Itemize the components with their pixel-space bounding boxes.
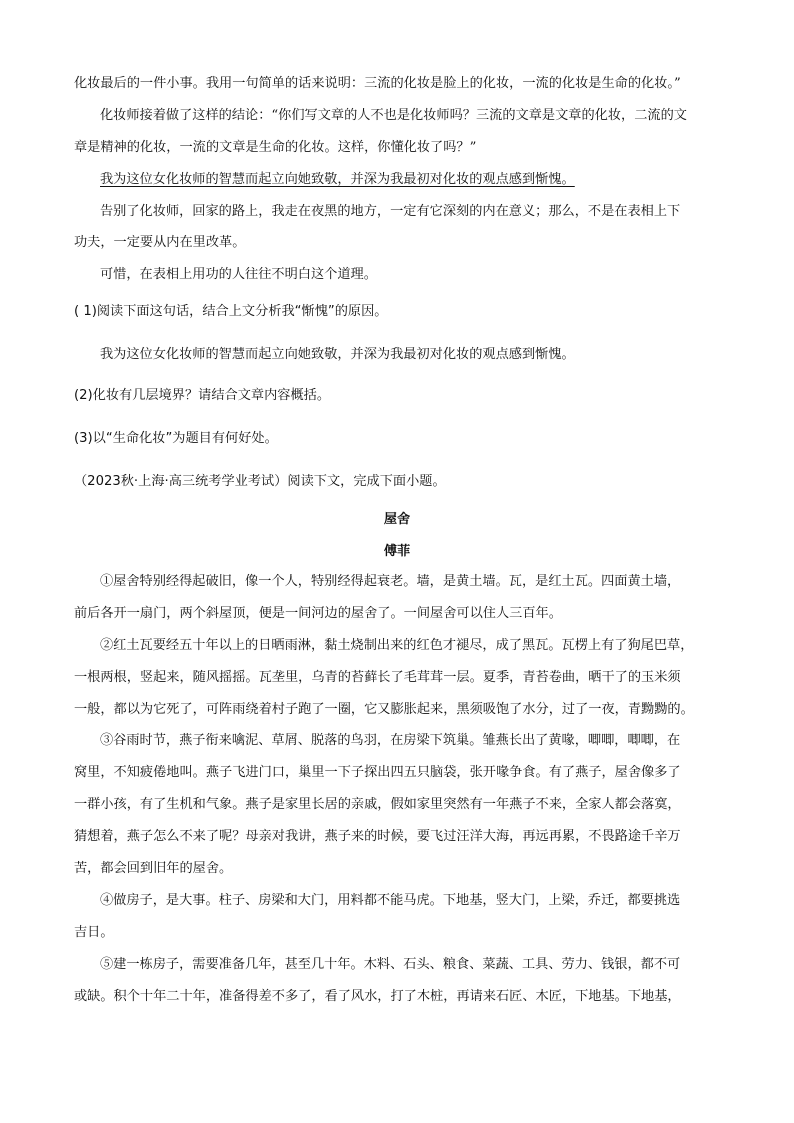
question-1-quote: 我为这位女化妆师的智慧而起立向她致敬，并深为我最初对化妆的观点感到惭愧。	[100, 347, 575, 362]
passage-line: 吉日。	[74, 925, 114, 940]
passage-line: 功夫，一定要从内在里改革。	[74, 235, 246, 250]
passage-line: 章是精神的化妆，一流的文章是生命的化妆。这样，你懂化妆了吗？”	[74, 140, 477, 155]
question-1: ( 1)阅读下面这句话，结合上文分析我“惭愧”的原因。	[74, 304, 388, 319]
underlined-sentence: 我为这位女化妆师的智慧而起立向她致敬，并深为我最初对化妆的观点感到惭愧。	[100, 172, 575, 187]
passage-line: ①屋舍特别经得起破旧，像一个人，特别经得起衰老。墙，是黄土墙。瓦，是红土瓦。四面黄土墙，	[100, 574, 681, 589]
passage-line: ③谷雨时节，燕子衔来噙泥、草屑、脱落的鸟羽，在房梁下筑巢。雏燕长出了黄喙，唧唧，唧唧，在	[100, 733, 681, 748]
passage-line: 窝里，不知疲倦地叫。燕子飞进门口，巢里一下子探出四五只脑袋，张开喙争食。有了燕子，屋舍像多了	[74, 765, 681, 780]
passage-line: ④做房子，是大事。柱子、房梁和大门，用料都不能马虎。下地基，竖大门，上梁，乔迁，都要挑选	[100, 893, 681, 908]
passage-line: 化妆师接着做了这样的结论：“你们写文章的人不也是化妆师吗？三流的文章是文章的化妆，二流的文	[100, 108, 687, 123]
passage-line: 化妆最后的一件小事。我用一句简单的话来说明：三流的化妆是脸上的化妆，一流的化妆是生命的化妆。”	[74, 76, 681, 91]
passage-line: 猜想着，燕子怎么不来了呢？母亲对我讲，燕子来的时候，要飞过汪洋大海，再远再累，不畏路途千辛万	[74, 829, 681, 844]
passage-line: 一根两根，竖起来，随风摇摇。瓦垄里，乌青的苔藓长了毛茸茸一层。夏季，青苔卷曲，晒干了的玉米须	[74, 670, 681, 685]
passage-line: 或缺。积个十年二十年，准备得差不多了，看了风水，打了木桩，再请来石匠、木匠，下地基。下地基，	[74, 989, 681, 1004]
passage-line: 一群小孩，有了生机和气象。燕子是家里长居的亲戚，假如家里突然有一年燕子不来，全家人都会落寞，	[74, 797, 681, 812]
source-note: （2023秋·上海·高三统考学业考试）阅读下文，完成下面小题。	[74, 474, 446, 489]
passage-line: 告别了化妆师，回家的路上，我走在夜黑的地方，一定有它深刻的内在意义；那么，不是在表相上下	[100, 204, 681, 219]
passage-line: 苦，都会回到旧年的屋舍。	[74, 861, 233, 876]
passage-line: 可惜，在表相上用功的人往往不明白这个道理。	[100, 267, 377, 282]
question-3: (3)以“生命化妆”为题目有何好处。	[74, 431, 278, 446]
article-title: 屋舍	[383, 512, 411, 527]
question-2: (2)化妆有几层境界？请结合文章内容概括。	[74, 388, 331, 403]
passage-line: ⑤建一栋房子，需要准备几年，甚至几十年。木料、石头、粮食、菜蔬、工具、劳力、钱银，都不可	[100, 957, 681, 972]
passage-line: ②红土瓦要经五十年以上的日晒雨淋，黏土烧制出来的红色才褪尽，成了黑瓦。瓦楞上有了狗尾巴草，	[100, 638, 694, 653]
passage-line: 一般，都以为它死了，可阵雨绕着村子跑了一圈，它又膨胀起来，黑须吸饱了水分，过了一夜，青黝黝的。	[74, 702, 694, 717]
article-author: 傅菲	[383, 544, 411, 559]
passage-line: 前后各开一扇门，两个斜屋顶，便是一间河边的屋舍了。一间屋舍可以住人三百年。	[74, 606, 562, 621]
